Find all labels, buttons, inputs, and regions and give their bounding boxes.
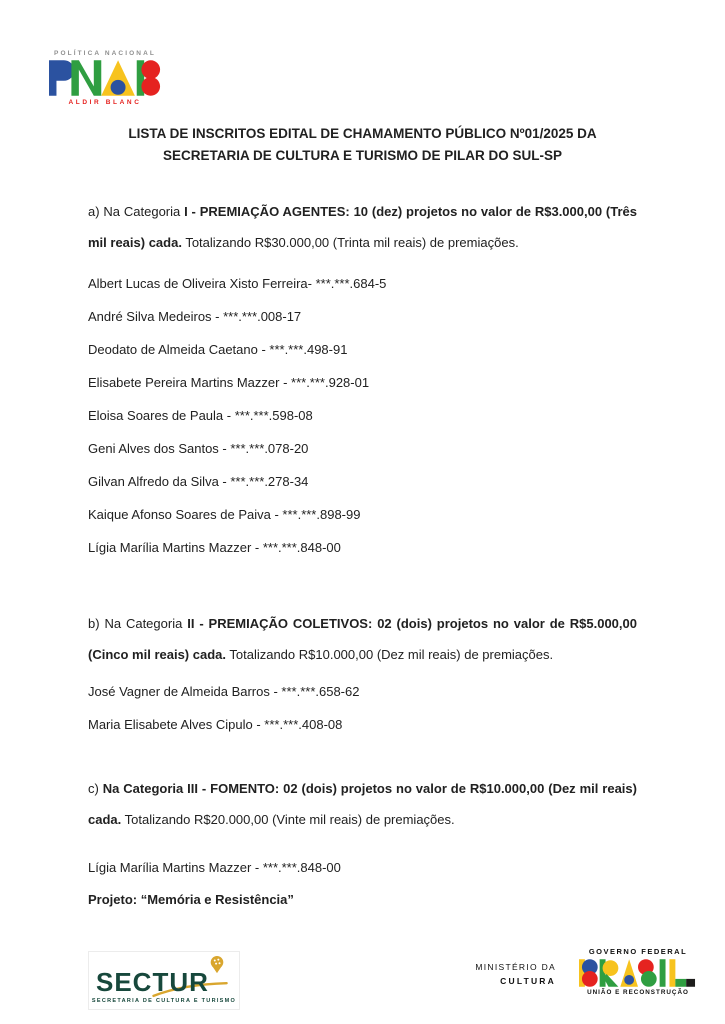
pnab-logo-top-text: POLÍTICA NACIONAL (54, 50, 156, 57)
list-item: Albert Lucas de Oliveira Xisto Ferreira- ***.***.684-5 (88, 276, 387, 291)
section-a-intro-rest: Totalizando R$30.000,00 (Trinta mil reais) de premiações. (181, 235, 519, 250)
pnab-logo-bottom-text: ALDIR BLANC (68, 99, 142, 106)
brasil-wordmark-icon (579, 959, 697, 987)
page-title-line1: LISTA DE INSCRITOS EDITAL DE CHAMAMENTO PÚBLICO Nº01/2025 DA (128, 126, 597, 141)
list-item: Lígia Marília Martins Mazzer - ***.***.848-00 (88, 540, 341, 555)
pnab-wordmark-icon (49, 60, 161, 96)
list-item: Eloisa Soares de Paula - ***.***.598-08 (88, 408, 313, 423)
section-a-intro: a) Na Categoria (88, 204, 185, 219)
ministerio-da-cultura-logo (475, 962, 556, 986)
page-title (88, 123, 637, 167)
section-a-paragraph (88, 196, 637, 258)
section-c-intro: c) (88, 781, 103, 796)
section-c-intro-rest: Totalizando R$20.000,00 (Vinte mil reais) de premiações. (121, 812, 455, 827)
ministerio-line2: CULTURA (500, 976, 556, 986)
sectur-logo (88, 951, 240, 1010)
section-b-name-list (88, 684, 637, 750)
section-b-intro: b) Na Categoria (88, 616, 188, 631)
section-c-name: Lígia Marília Martins Mazzer - ***.***.848-00 (88, 860, 341, 875)
sectur-wordmark: SECTUR (96, 967, 209, 997)
section-c-paragraph (88, 773, 637, 835)
list-item: Kaique Afonso Soares de Paiva - ***.***.898-99 (88, 507, 361, 522)
location-pin-icon (208, 955, 226, 975)
list-item: Deodato de Almeida Caetano - ***.***.498-91 (88, 342, 348, 357)
section-c-project-title: Projeto: “Memória e Resistência” (88, 892, 294, 907)
section-b-intro-rest: Totalizando R$10.000,00 (Dez mil reais) de premiações. (226, 647, 554, 662)
section-b-paragraph (88, 608, 637, 670)
sectur-logo-inner (89, 952, 239, 1009)
section-b-intro-bold: II - PREMIAÇÃO COLETIVOS: 02 (dois) projetos no valor de R$5.000,00 (Cinco mil reais) cada. (88, 616, 637, 662)
sectur-subtitle: SECRETARIA DE CULTURA E TURISMO (91, 998, 237, 1004)
list-item: Gilvan Alfredo da Silva - ***.***.278-34 (88, 474, 309, 489)
list-item: José Vagner de Almeida Barros - ***.***.658-62 (88, 684, 360, 699)
governo-federal-logo (575, 947, 701, 996)
section-a-intro-bold: I - PREMIAÇÃO AGENTES: 10 (dez) projetos no valor de R$3.000,00 (Três mil reais) cada. (88, 204, 637, 250)
governo-federal-top-text: GOVERNO FEDERAL (588, 947, 688, 956)
section-a-name-list (88, 276, 637, 573)
list-item: Geni Alves dos Santos - ***.***.078-20 (88, 441, 309, 456)
governo-federal-bottom-text: UNIÃO E RECONSTRUÇÃO (587, 989, 689, 996)
ministerio-line1: MINISTÉRIO DA (475, 962, 556, 972)
pnab-logo (46, 50, 164, 106)
section-c-intro-bold: Na Categoria III - FOMENTO: 02 (dois) projetos no valor de R$10.000,00 (Dez mil reais) cada. (88, 781, 637, 827)
list-item: Maria Elisabete Alves Cipulo - ***.***.408-08 (88, 717, 343, 732)
page-title-line2: SECRETARIA DE CULTURA E TURISMO DE PILAR DO SUL-SP (162, 148, 562, 163)
list-item: Elisabete Pereira Martins Mazzer - ***.***.928-01 (88, 375, 370, 390)
list-item: André Silva Medeiros - ***.***.008-17 (88, 309, 302, 324)
